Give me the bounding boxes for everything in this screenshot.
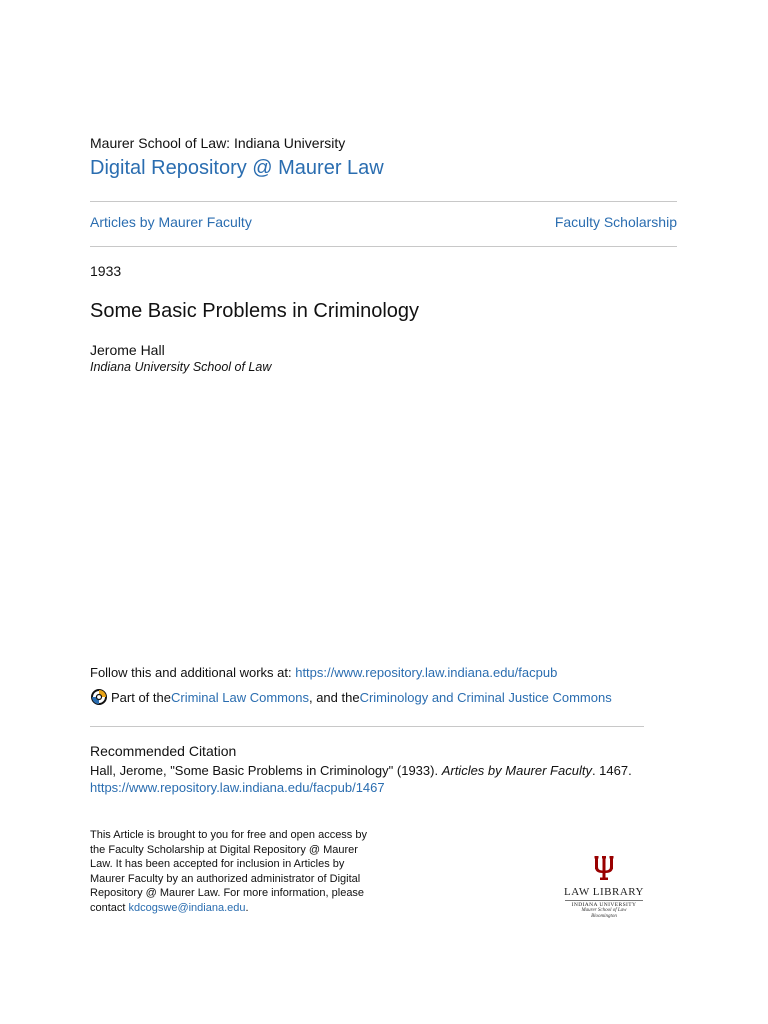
citation-url-link[interactable]: https://www.repository.law.indiana.edu/facpub/1467: [90, 780, 385, 795]
follow-url-link[interactable]: https://www.repository.law.indiana.edu/facpub: [295, 665, 558, 680]
citation-heading: Recommended Citation: [90, 743, 237, 759]
citation-prefix: Hall, Jerome, "Some Basic Problems in Criminology" (1933).: [90, 763, 442, 778]
part-of-text: Part of the: [111, 689, 171, 705]
law-library-logo: [561, 856, 647, 936]
logo-school: Maurer School of Law: [581, 908, 627, 913]
nav-scholarship-link[interactable]: Faculty Scholarship: [554, 214, 677, 230]
follow-line: [90, 665, 557, 680]
contact-email-link[interactable]: kdcogswe@indiana.edu: [128, 901, 246, 914]
criminal-law-commons-link[interactable]: Criminal Law Commons: [170, 689, 309, 705]
logo-city: Bloomington: [591, 914, 617, 919]
logo-subtitle: INDIANA UNIVERSITY: [571, 902, 637, 908]
and-the-text: , and the: [308, 689, 360, 705]
access-notice: [90, 828, 370, 915]
citation-journal: Articles by Maurer Faculty: [441, 763, 592, 778]
commons-icon: [90, 688, 108, 706]
institution-name: Maurer School of Law: Indiana University: [90, 135, 346, 151]
repository-link[interactable]: Digital Repository @ Maurer Law: [90, 157, 384, 179]
citation-suffix: . 1467.: [591, 763, 632, 778]
criminology-commons-link[interactable]: Criminology and Criminal Justice Commons: [359, 689, 612, 705]
article-year: 1933: [90, 263, 122, 279]
article-title: Some Basic Problems in Criminology: [90, 300, 420, 322]
logo-divider: [565, 900, 643, 901]
author-affiliation: Indiana University School of Law: [90, 360, 272, 374]
notice-text: This Article is brought to you for free and open access by the Faculty Scholarship at Digital Repository @ Maurer Law. It has been accepted for inclusion in Articles by Maurer Faculty by an authorized administrator of Digital Repository @ Maurer Law. For more information, please contact: [90, 829, 367, 914]
divider-top: [90, 201, 677, 202]
divider-citation: [90, 726, 644, 727]
nav-articles-link[interactable]: Articles by Maurer Faculty: [90, 214, 252, 230]
citation-text: [90, 763, 632, 778]
logo-title: LAW LIBRARY: [564, 886, 644, 898]
follow-text: Follow this and additional works at:: [90, 665, 296, 680]
article-author: Jerome Hall: [90, 342, 165, 358]
divider-nav: [90, 246, 677, 247]
part-of-line: [90, 688, 612, 706]
iu-trident-icon: [593, 856, 615, 884]
notice-end: .: [245, 901, 249, 914]
